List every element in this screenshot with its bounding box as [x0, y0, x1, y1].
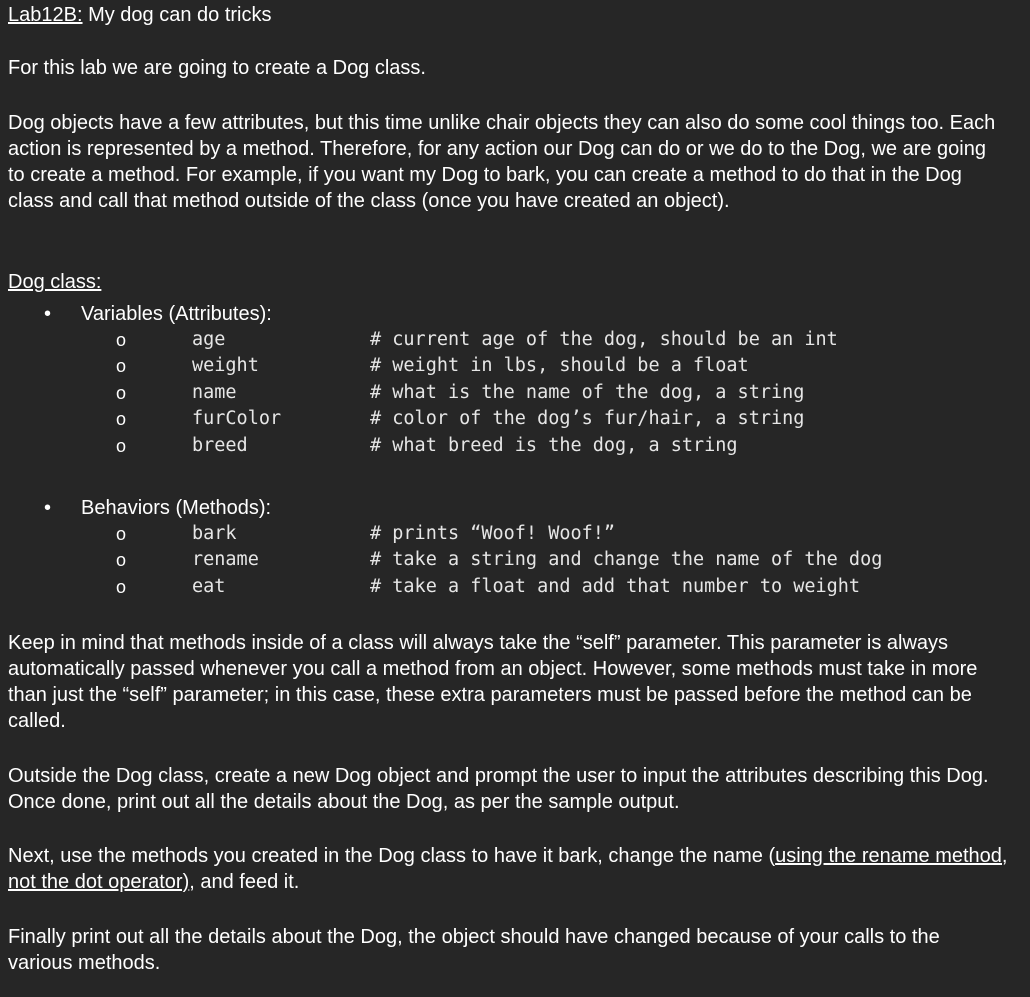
- sub-bullet-mark: o: [116, 550, 127, 571]
- behaviors-comment: # prints “Woof! Woof!”: [370, 523, 616, 544]
- lab-title-prefix: Lab12B:: [8, 4, 83, 26]
- bullet-mark: •: [44, 497, 52, 519]
- variables-item: [8, 433, 1008, 459]
- variables-item: [8, 380, 1008, 406]
- next-steps-paragraph: [8, 843, 1008, 895]
- behaviors-item: [8, 521, 1008, 547]
- variables-name: furColor: [192, 408, 282, 430]
- behaviors-section: [8, 495, 1008, 600]
- variables-name: age: [192, 329, 226, 350]
- sub-bullet-mark: o: [116, 524, 127, 544]
- sub-bullet-mark: o: [116, 356, 127, 377]
- outside-class-paragraph: Outside the Dog class, create a new Dog object and prompt the user to input the attributes describing this Dog. Once done, print out all the details about the Dog, as per the sample output.: [8, 765, 989, 813]
- next-steps-text: Next, use the methods you created in the Dog class to have it bark, change the name (: [8, 845, 776, 867]
- dog-class-heading: Dog class:: [8, 271, 102, 293]
- behaviors-item: [8, 547, 1008, 573]
- variables-name: weight: [192, 355, 259, 377]
- variables-label: Variables (Attributes):: [81, 303, 272, 325]
- behaviors-name: rename: [192, 549, 259, 571]
- variables-item: [8, 327, 1008, 353]
- behaviors-comment: # take a string and change the name of the dog: [370, 549, 883, 571]
- variables-comment: # what breed is the dog, a string: [370, 434, 738, 456]
- behaviors-label: Behaviors (Methods):: [81, 497, 272, 519]
- bullet-mark: •: [44, 303, 52, 325]
- variables-comment: # color of the dog’s fur/hair, a string: [370, 408, 805, 430]
- sub-bullet-mark: o: [116, 330, 127, 350]
- variables-comment: # current age of the dog, should be an int: [370, 329, 838, 350]
- behaviors-list: [8, 521, 1008, 600]
- variables-item: [8, 406, 1008, 432]
- behaviors-bullet: [8, 495, 1008, 521]
- sub-bullet-mark: o: [116, 382, 127, 403]
- self-parameter-paragraph: Keep in mind that methods inside of a class will always take the “self” parameter. This parameter is always automatically passed whenever you call a method from an object. However, some methods must take in more than just the “self” parameter; in this case, these extra parameters must be passed before the method can be called.: [8, 632, 978, 732]
- variables-list: [8, 327, 1008, 459]
- intro-paragraph: For this lab we are going to create a Dog class.: [8, 57, 426, 79]
- behaviors-comment: # take a float and add that number to weight: [370, 575, 861, 597]
- behaviors-name: bark: [192, 523, 237, 544]
- behaviors-name: eat: [192, 575, 226, 597]
- variables-comment: # what is the name of the dog, a string: [370, 381, 805, 403]
- variables-section: [8, 301, 1008, 459]
- lab-title: [8, 2, 271, 28]
- final-paragraph: Finally print out all the details about the Dog, the object should have changed because of your calls to the various methods.: [8, 926, 940, 974]
- rename-method-note: using the rename method, not the dot operator): [8, 845, 1008, 893]
- variables-item: [8, 353, 1008, 379]
- variables-comment: # weight in lbs, should be a float: [370, 355, 749, 377]
- sub-bullet-mark: o: [116, 409, 127, 430]
- lab-title-text: My dog can do tricks: [82, 4, 272, 26]
- next-steps-end: , and feed it.: [189, 871, 300, 893]
- sub-bullet-mark: o: [116, 435, 127, 456]
- description-paragraph: Dog objects have a few attributes, but this time unlike chair objects they can also do some cool things too. Each action is represented by a method. Therefore, for any action our Dog can do or we do to the Dog, we are going to create a method. For example, if you want my Dog to bark, you can create a method to do that in the Dog class and call that method outside of the class (once you have created an object).: [8, 112, 996, 212]
- variables-name: name: [192, 381, 237, 403]
- behaviors-item: [8, 574, 1008, 600]
- sub-bullet-mark: o: [116, 576, 127, 597]
- variables-name: breed: [192, 434, 248, 456]
- variables-bullet: [8, 301, 1008, 327]
